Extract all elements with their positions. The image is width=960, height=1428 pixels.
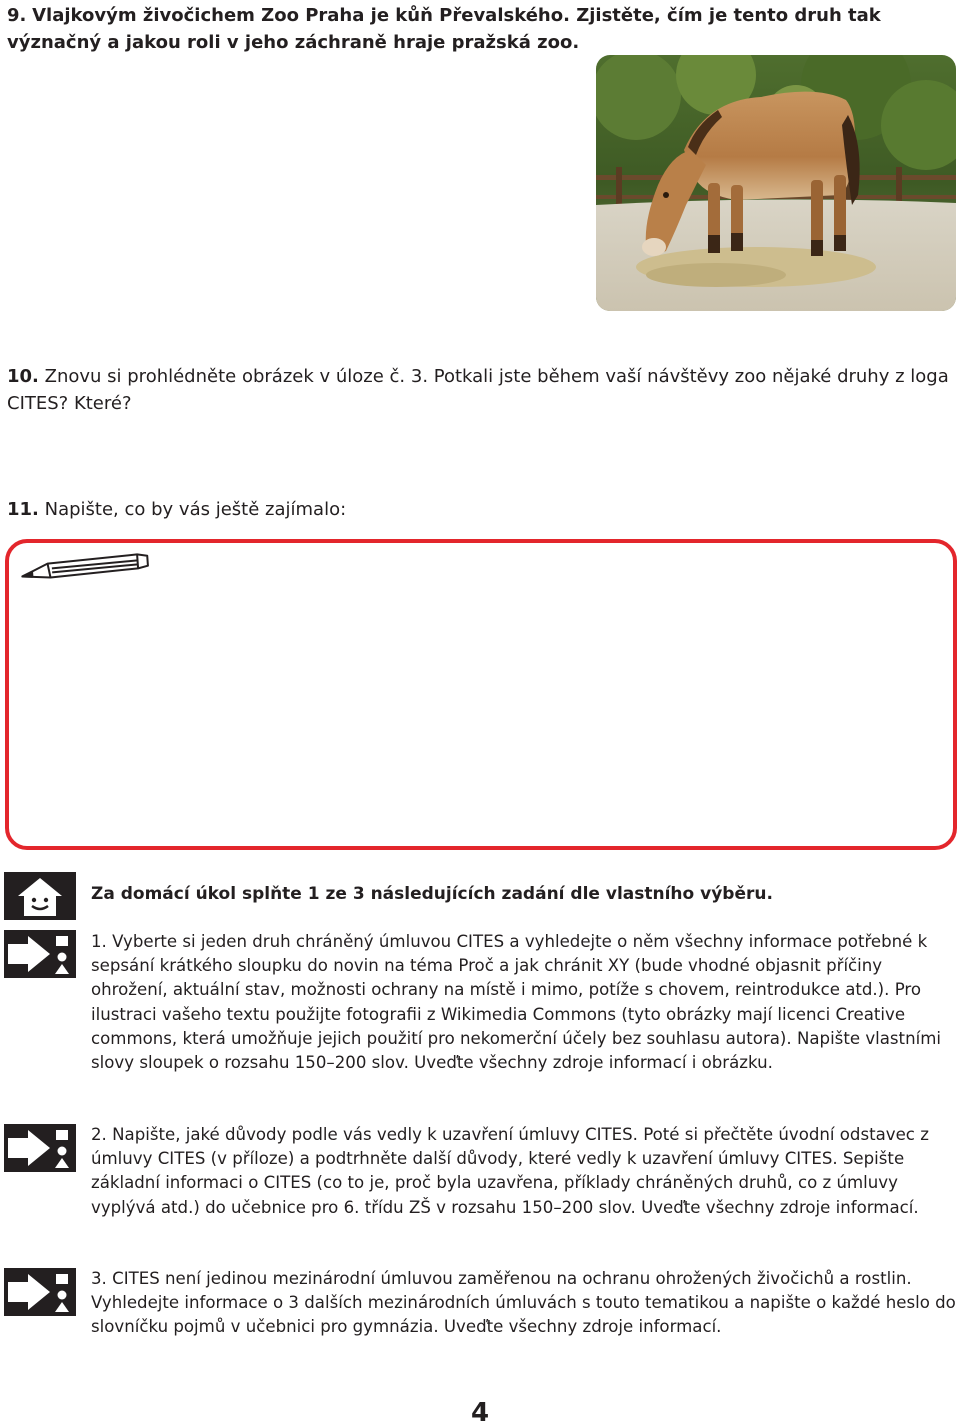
question-11 bbox=[7, 496, 952, 523]
question-9 bbox=[7, 2, 952, 56]
task-option-icon bbox=[4, 1124, 76, 1172]
home-icon bbox=[4, 872, 76, 920]
question-number: 9. bbox=[7, 5, 27, 26]
task-option-2: 2. Napište, jaké důvody podle vás vedly k uzavření úmluvy CITES. Poté si přečtěte úvodní odstavec z úmluvy CITES (v příloze) a podtrhněte další důvody, které vedly k uzavření úmluvy CITES. Sepište základní informaci o CITES (co to je, proč byla uzavřena, příklady chráněných druhů, co z úmluvy vyplývá atd.) do učebnice pro 6. třídu ZŠ v rozsahu 150–200 slov. Uveďte všechny zdroje informací. bbox=[91, 1125, 929, 1217]
homework-heading: Za domácí úkol splňte 1 ze 3 následujících zadání dle vlastního výběru. bbox=[91, 884, 773, 904]
question-number: 10. bbox=[7, 366, 39, 387]
przewalski-horse-photo bbox=[596, 55, 956, 311]
task-option-icon bbox=[4, 1268, 76, 1316]
task-option-3: 3. CITES není jedinou mezinárodní úmluvou zaměřenou na ochranu ohrožených živočichů a rostlin. Vyhledejte informace o 3 dalších mezinárodních úmluvách s touto tematikou a napište o každé heslo do slovníčku pojmů v učebnici pro gymnázia. Uveďte všechny zdroje informací. bbox=[91, 1269, 956, 1337]
question-number: 11. bbox=[7, 499, 39, 520]
question-text: Znovu si prohlédněte obrázek v úloze č. 3. Potkali jste během vaší návštěvy zoo nějaké druhy z loga CITES? Které? bbox=[7, 366, 949, 414]
pencil-icon bbox=[20, 552, 152, 586]
task-option-icon bbox=[4, 930, 76, 978]
page-number: 4 bbox=[470, 1398, 490, 1428]
question-10 bbox=[7, 363, 952, 417]
task-option-1: 1. Vyberte si jeden druh chráněný úmluvou CITES a vyhledejte o něm všechny informace potřebné k sepsání krátkého sloupku do novin na téma Proč a jak chránit XY (bude vhodné objasnit příčiny ohrožení, aktuální stav, možnosti ochrany na místě i mimo, potíže s chovem, reintrodukce atd.). Pro ilustraci vašeho textu použijte fotografii z Wikimedia Commons (tyto obrázky mají licenci Creative commons, která umožňuje jejich použití pro nekomerční účely bez souhlasu autora). Napište vlastními slovy sloupek o rozsahu 150–200 slov. Uveďte všechny zdroje informací i obrázku. bbox=[91, 932, 941, 1073]
question-text: Napište, co by vás ještě zajímalo: bbox=[44, 499, 347, 520]
question-text: Vlajkovým živočichem Zoo Praha je kůň Převalského. Zjistěte, čím je tento druh tak význačný a jakou roli v jeho záchraně hraje pražská zoo. bbox=[7, 5, 881, 53]
